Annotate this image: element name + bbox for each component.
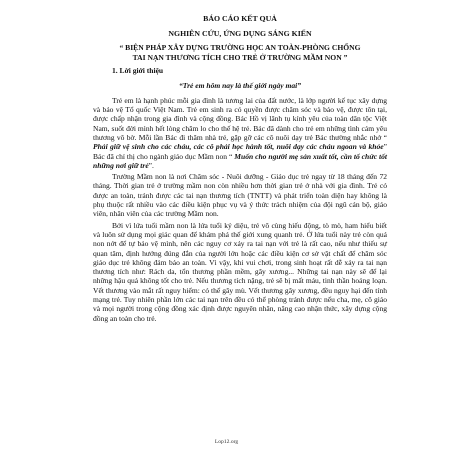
section-heading-introduction: 1. Lời giới thiệu [112, 66, 164, 76]
paragraph-1 [93, 96, 387, 170]
paragraph-2: Trường Mầm non là nơi Chăm sóc - Nuôi dưỡng - Giáo dục trẻ ngay từ 18 tháng đến 72 tháng. Thời gian trẻ ở trường mầm non còn nhiều hơn thời gian trẻ ở nhà với gia đình. Trẻ có được an toàn, tránh được các tai nạn thương tích (TNTT) và phát triển toàn diện hay không là phụ thuộc rất nhiều vào các điều kiện phục vụ và ý thức trách nhiệm của đội ngũ cán bộ, giáo viên, nhân viên của các trường Mầm non. [93, 172, 387, 219]
report-subtitle: NGHIÊN CỨU, ỨNG DỤNG SÁNG KIẾN [168, 29, 312, 38]
footer-source: Lop12.org [214, 439, 239, 445]
paragraph-1-text-b: ” Bác đã chỉ thị cho ngành giáo dục Mầm non “ [93, 142, 387, 161]
paragraph-1-emphasis-1: Phải giữ vệ sinh cho các cháu, các cô phải học hành tốt, nuôi dạy các cháu ngoan và khỏe [93, 142, 384, 152]
initiative-title-line-1: “ BIỆN PHÁP XÂY DỰNG TRƯỜNG HỌC AN TOÀN-PHÒNG CHỐNG [119, 43, 361, 52]
report-title: BÁO CÁO KẾT QUẢ [203, 14, 277, 23]
paragraph-1-emphasis-2: Muốn cho người mẹ sản xuất tốt, cần tổ chức tốt những nơi giữ trẻ [93, 151, 387, 170]
paragraph-1-text-a: Trẻ em là hạnh phúc mỗi gia đình là tương lai của đất nước, là lớp người kế tục xây dựng và bảo vệ Tổ quốc Việt Nam. Trẻ em sinh ra có quyền được chăm sóc và bảo vệ, được tôn tại, được chấp nhận trong gia đình và cộng đồng. Bác Hồ vị lãnh tụ kính yêu của toàn dân tộc Việt Nam, suốt đời mình hết lòng chăm lo cho thế hệ trẻ. Bác đã dành cho trẻ em những tình cảm yêu thương vô bờ. Mỗi lần Bác đi thăm nhà trẻ, gặp gỡ các cô nuôi dạy trẻ Bác thường nhắc nhở “ [93, 95, 387, 142]
motto-quote: “Trẻ em hôm nay là thế giới ngày mai” [178, 81, 301, 91]
paragraph-1-text-c: ”. [148, 160, 154, 170]
initiative-title-line-2: TAI NẠN THƯƠNG TÍCH CHO TRẺ Ở TRƯỜNG MẦM NON ” [132, 52, 348, 62]
paragraph-3: Bởi vì lứa tuổi mầm non là lứa tuổi ký diệu, trẻ vô cùng hiếu động, tò mò, ham hiểu biết và luôn sử dụng mọi giác quan để khám phá thế giới xung quanh trẻ. Ở lứa tuổi này trẻ còn quá non nớt để tự bảo vệ mình, nên các nguy cơ xảy ra tai nạn với trẻ là rất cao, nếu như thiếu sự quan tâm, định hướng đúng đắn của người lớn hoặc các điều kiện cơ sở vật chất để chăm sóc giáo dục trẻ không đảm bảo an toàn. Vì vậy, khi vui chơi, trong sinh hoạt rất dễ xảy ra tai nạn thương tích như: Rách da, tổn thương phần mềm, gãy xương... Những tai nạn này sẽ để lại những hậu quả không tốt cho trẻ. Nếu thương tích nặng, trẻ sẽ bị mất máu, tinh thần hoảng loạn. Vết thương vào mắt rất nguy hiểm: có thể gây mù. Vết thương gãy xương, đều nguy hại đến tính mạng trẻ. Tuy nhiên phần lớn các tai nạn trên đều có thể phòng tránh được nếu cha, mẹ, cô giáo và mọi người trong cộng đồng xác định được nguyên nhân, nâng cao nhận thức, xây dựng cộng đồng an toàn cho trẻ. [93, 220, 387, 323]
